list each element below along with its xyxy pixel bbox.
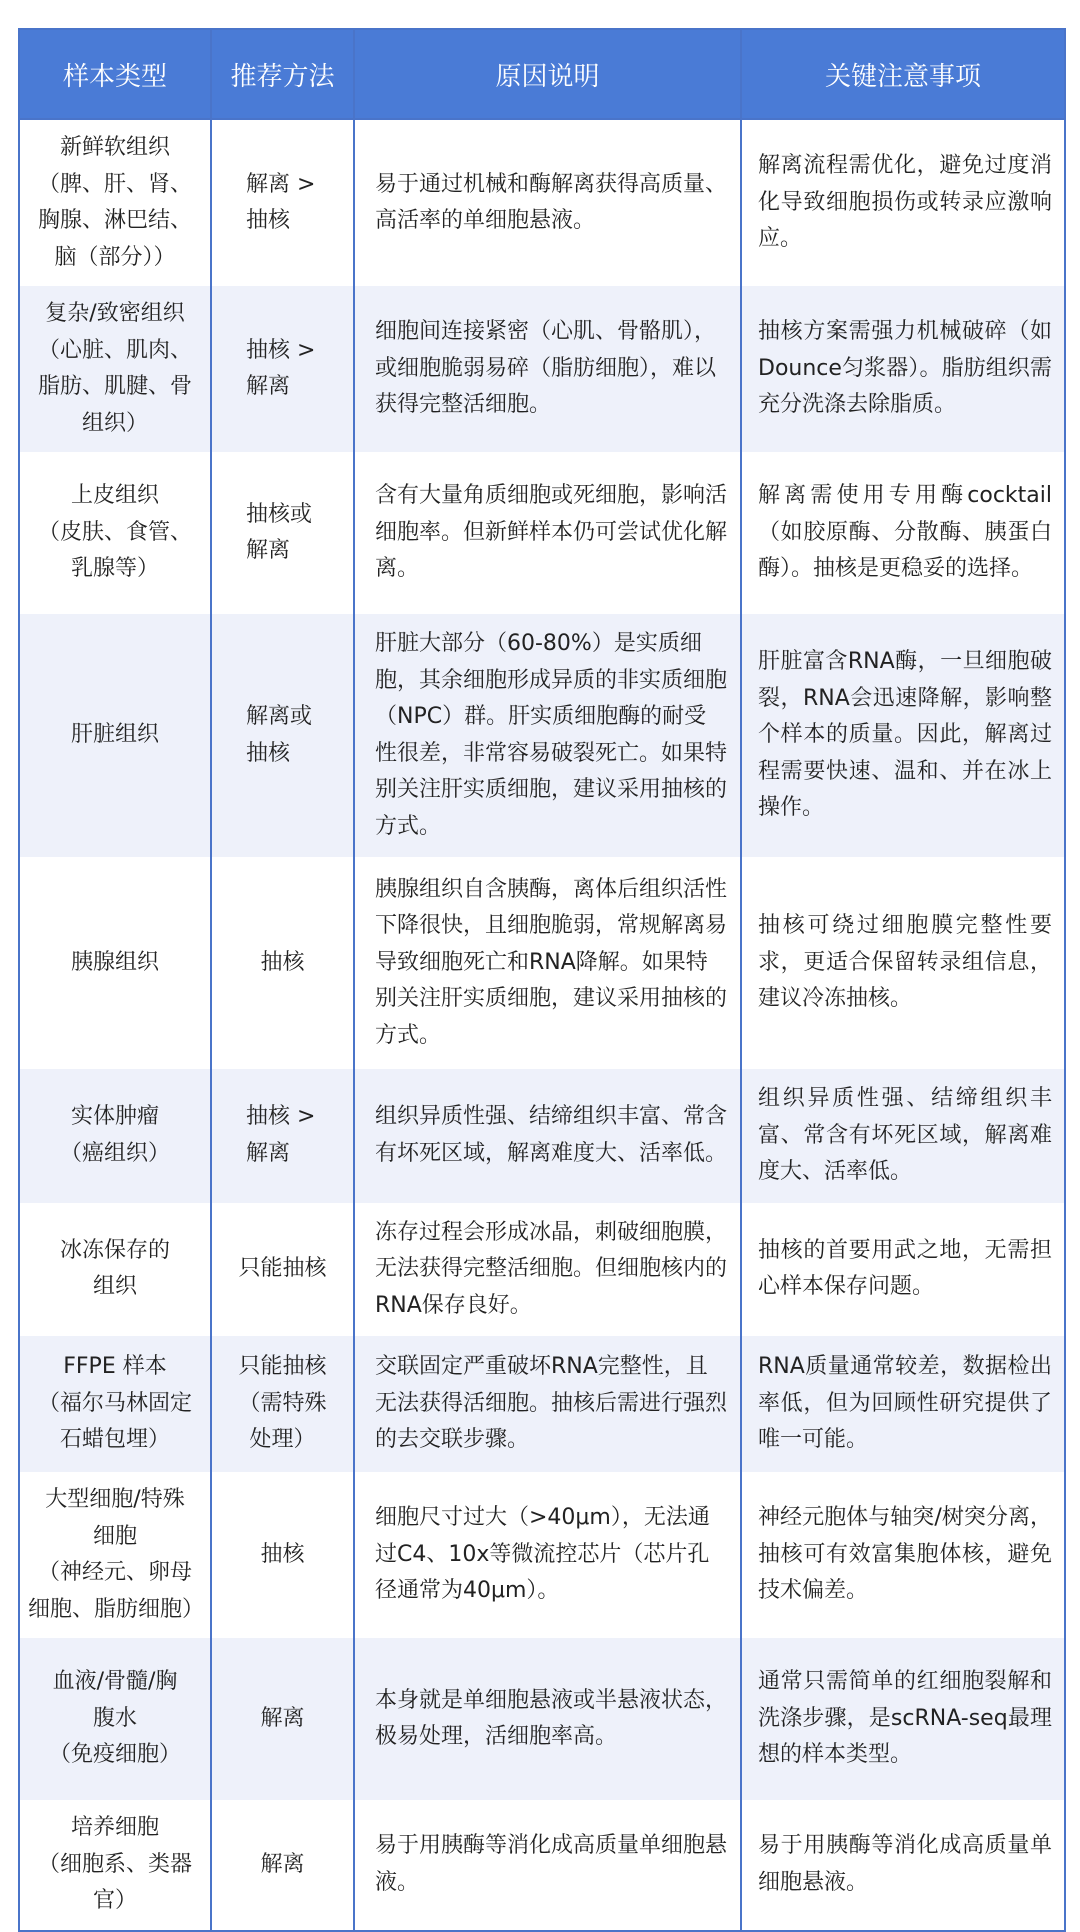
sample-type-line: （免疫细胞） [48, 1742, 181, 1768]
method-cell [211, 857, 354, 1069]
sample-type-line: （癌组织） [59, 1140, 170, 1166]
sample-type-line: 组织 [92, 1274, 137, 1300]
reason-cell: 胰腺组织自含胰酶，离体后组织活性下降很快，且细胞脆弱，常规解离易导致细胞死亡和RNA降解。如果特别关注肝实质细胞，建议采用抽核的方式。 [354, 857, 741, 1069]
sample-type-cell [19, 1800, 211, 1931]
method-line: 处理） [249, 1427, 316, 1453]
method-line: 只能抽核 [238, 1354, 327, 1380]
key-notes-cell: 解离流程需优化，避免过度消化导致细胞损伤或转录应激响应。 [741, 119, 1065, 286]
sample-type-line: （心脏、肌肉、 [37, 337, 192, 363]
reason-cell: 含有大量角质细胞或死细胞，影响活细胞率。但新鲜样本仍可尝试优化解离。 [354, 452, 741, 614]
sample-type-cell [19, 1472, 211, 1638]
method-cell [211, 1203, 354, 1337]
sample-type-cell [19, 452, 211, 614]
key-notes-cell: RNA质量通常较差，数据检出率低，但为回顾性研究提供了唯一可能。 [741, 1336, 1065, 1472]
table-row [19, 1800, 1065, 1931]
sample-type-line: 培养细胞 [70, 1815, 159, 1840]
sample-type-line: （神经元、卵母 [37, 1560, 192, 1585]
method-line: 解离或 [246, 704, 313, 729]
method-line: 解离 > [246, 171, 316, 197]
sample-type-line: FFPE 样本 [63, 1354, 167, 1380]
sample-type-line: 冰冻保存的 [59, 1237, 170, 1263]
reason-cell: 本身就是单细胞悬液或半悬液状态，极易处理，活细胞率高。 [354, 1638, 741, 1800]
sample-type-line: 新鲜软组织 [59, 135, 170, 160]
sample-type-line: 实体肿瘤 [70, 1104, 159, 1130]
sample-type-line: 上皮组织 [70, 483, 159, 509]
key-notes-cell: 组织异质性强、结缔组织丰富、常含有坏死区域，解离难度大、活率低。 [741, 1069, 1065, 1203]
header-recommended-method: 推荐方法 [211, 29, 354, 119]
sample-type-line: 胰腺组织 [70, 949, 159, 975]
header-sample-type: 样本类型 [19, 29, 211, 119]
method-line: 抽核或 [246, 501, 313, 527]
sample-type-line: 肝脏组织 [70, 722, 159, 748]
sample-type-cell [19, 1203, 211, 1337]
table-header-row [19, 29, 1065, 119]
sample-type-line: （福尔马林固定 [37, 1390, 192, 1416]
method-line: 解离 [260, 1705, 305, 1731]
method-line: 解离 [246, 1140, 291, 1166]
sample-type-line: 脂肪、肌腱、骨 [37, 374, 192, 399]
reason-cell: 细胞尺寸过大（>40μm），无法通过C4、10x等微流控芯片（芯片孔径通常为40μm）。 [354, 1472, 741, 1638]
table-row [19, 1069, 1065, 1203]
reason-cell: 易于用胰酶等消化成高质量单细胞悬液。 [354, 1800, 741, 1931]
method-cell [211, 1638, 354, 1800]
reason-cell: 肝脏大部分（60-80%）是实质细胞，其余细胞形成异质的非实质细胞（NPC）群。肝实质细胞酶的耐受性很差，非常容易破裂死亡。如果特别关注肝实质细胞，建议采用抽核的方式。 [354, 614, 741, 857]
header-reason: 原因说明 [354, 29, 741, 119]
method-line: 抽核 [260, 1541, 305, 1567]
table-row [19, 614, 1065, 857]
sample-type-cell [19, 286, 211, 452]
sample-type-line: 乳腺等） [70, 556, 159, 582]
table-row [19, 452, 1065, 614]
key-notes-cell: 抽核可绕过细胞膜完整性要求，更适合保留转录组信息，建议冷冻抽核。 [741, 857, 1065, 1069]
sample-type-line: 胸腺、淋巴结、 [37, 208, 192, 233]
sample-type-line: 大型细胞/特殊 [45, 1487, 185, 1512]
key-notes-cell: 解离需使用专用酶cocktail（如胶原酶、分散酶、胰蛋白酶）。抽核是更稳妥的选择。 [741, 452, 1065, 614]
method-line: 解离 [246, 374, 291, 399]
table-row [19, 1638, 1065, 1800]
sample-type-cell [19, 1069, 211, 1203]
method-cell [211, 286, 354, 452]
sample-type-line: 组织） [81, 410, 148, 436]
reason-cell: 组织异质性强、结缔组织丰富、常含有坏死区域，解离难度大、活率低。 [354, 1069, 741, 1203]
sample-type-cell [19, 1336, 211, 1472]
table-row [19, 857, 1065, 1069]
sample-type-cell [19, 119, 211, 286]
sample-type-line: （脾、肝、肾、 [37, 171, 192, 197]
key-notes-cell: 抽核方案需强力机械破碎（如Dounce匀浆器）。脂肪组织需充分洗涤去除脂质。 [741, 286, 1065, 452]
method-cell [211, 1336, 354, 1472]
method-cell [211, 614, 354, 857]
reason-cell: 冻存过程会形成冰晶，刺破细胞膜，无法获得完整活细胞。但细胞核内的RNA保存良好。 [354, 1203, 741, 1337]
method-cell [211, 119, 354, 286]
method-line: 抽核 [246, 740, 291, 766]
method-cell [211, 452, 354, 614]
sample-type-line: 血液/骨髓/胸 [52, 1669, 178, 1695]
sample-type-line: 细胞、脂肪细胞） [28, 1596, 205, 1622]
method-line: （需特殊 [238, 1390, 327, 1416]
method-line: 解离 [246, 538, 291, 563]
comparison-table-container [18, 28, 1064, 1932]
sample-type-line: （细胞系、类器官） [37, 1851, 192, 1913]
table-row [19, 286, 1065, 452]
key-notes-cell: 易于用胰酶等消化成高质量单细胞悬液。 [741, 1800, 1065, 1931]
sample-type-line: 复杂/致密组织 [45, 301, 185, 326]
key-notes-cell: 通常只需简单的红细胞裂解和洗涤步骤，是scRNA-seq最理想的样本类型。 [741, 1638, 1065, 1800]
method-line: 抽核 > [246, 1104, 316, 1130]
table-row [19, 1336, 1065, 1472]
method-cell [211, 1472, 354, 1638]
sample-type-line: 脑（部分）） [54, 244, 176, 270]
sample-type-cell [19, 1638, 211, 1800]
key-notes-cell: 肝脏富含RNA酶，一旦细胞破裂，RNA会迅速降解，影响整个样本的质量。因此，解离过程需要快速、温和、并在冰上操作。 [741, 614, 1065, 857]
sample-type-cell [19, 614, 211, 857]
method-line: 解离 [260, 1851, 305, 1877]
method-line: 抽核 [246, 208, 291, 233]
table-row [19, 119, 1065, 286]
reason-cell: 细胞间连接紧密（心肌、骨骼肌），或细胞脆弱易碎（脂肪细胞），难以获得完整活细胞。 [354, 286, 741, 452]
sample-type-line: 细胞 [92, 1523, 137, 1549]
method-cell [211, 1800, 354, 1931]
sample-method-table [18, 28, 1066, 1932]
method-line: 只能抽核 [238, 1256, 327, 1281]
reason-cell: 易于通过机械和酶解离获得高质量、高活率的单细胞悬液。 [354, 119, 741, 286]
method-line: 抽核 > [246, 337, 316, 363]
key-notes-cell: 神经元胞体与轴突/树突分离，抽核可有效富集胞体核，避免技术偏差。 [741, 1472, 1065, 1638]
method-cell [211, 1069, 354, 1203]
sample-type-cell [19, 857, 211, 1069]
key-notes-cell: 抽核的首要用武之地，无需担心样本保存问题。 [741, 1203, 1065, 1337]
header-key-notes: 关键注意事项 [741, 29, 1065, 119]
sample-type-line: 石蜡包埋） [59, 1427, 170, 1453]
method-line: 抽核 [260, 949, 305, 975]
table-row [19, 1203, 1065, 1337]
table-row [19, 1472, 1065, 1638]
sample-type-line: （皮肤、食管、 [37, 519, 192, 545]
reason-cell: 交联固定严重破坏RNA完整性，且无法获得活细胞。抽核后需进行强烈的去交联步骤。 [354, 1336, 741, 1472]
sample-type-line: 腹水 [92, 1705, 137, 1731]
